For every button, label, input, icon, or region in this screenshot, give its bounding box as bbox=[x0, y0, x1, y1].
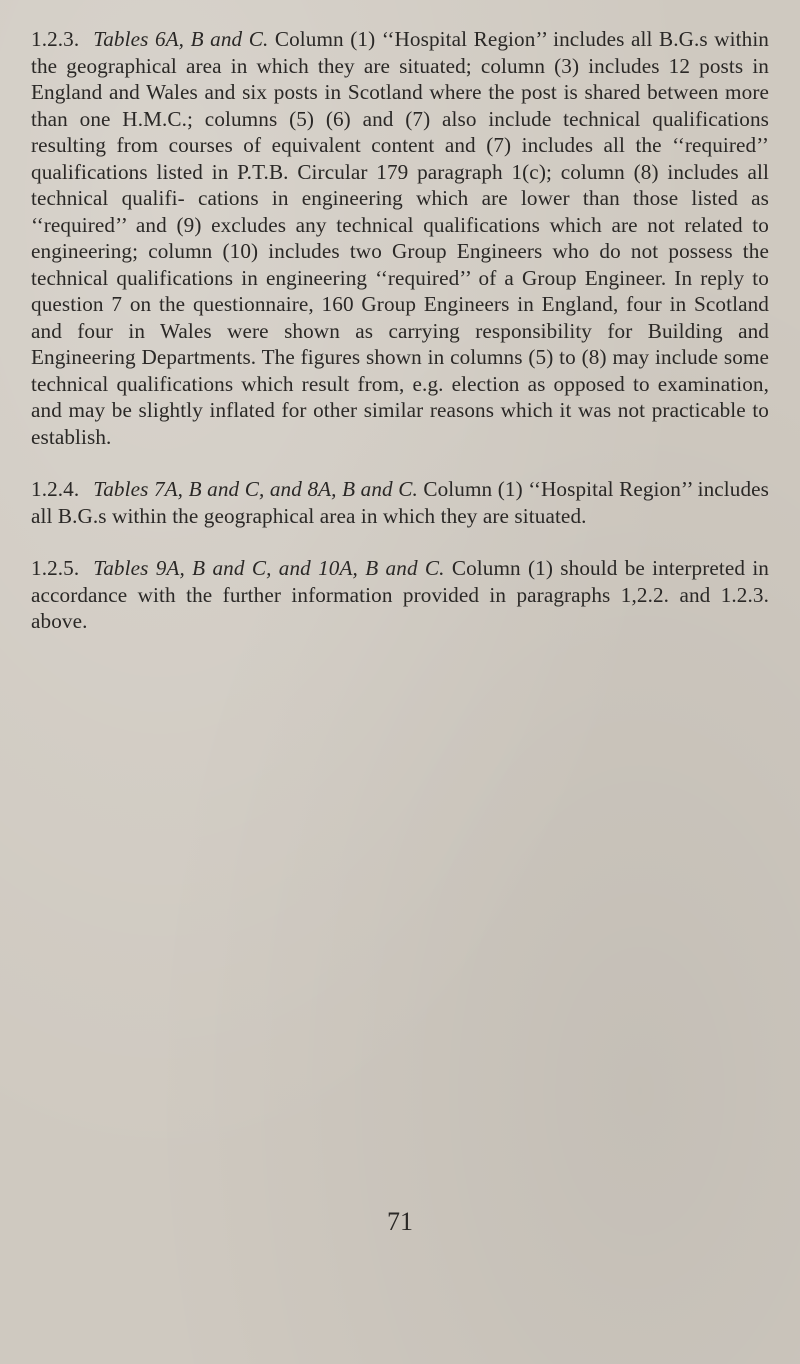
paragraph-heading: Tables 6A, B and C. bbox=[93, 27, 269, 51]
paragraph-number: 1.2.3. bbox=[31, 27, 80, 51]
paragraph-1-2-3 bbox=[31, 26, 769, 450]
paragraph-number: 1.2.4. bbox=[31, 477, 80, 501]
paragraph-1-2-4 bbox=[31, 476, 769, 529]
paragraph-body: Column (1) ‘‘Hospital Region’’ includes all B.G.s within the geographical area in which they are situated. bbox=[31, 477, 769, 528]
paragraph-heading: Tables 9A, B and C, and 10A, B and C. bbox=[93, 556, 445, 580]
paragraph-heading: Tables 7A, B and C, and 8A, B and C. bbox=[93, 477, 418, 501]
paragraph-1-2-5 bbox=[31, 555, 769, 635]
page-number: 71 bbox=[387, 1207, 413, 1236]
paragraph-body: Column (1) should be interpreted in accordance with the further information provided in paragraphs 1,2.2. and 1.2.3. above. bbox=[31, 556, 769, 633]
paragraph-number: 1.2.5. bbox=[31, 556, 80, 580]
paragraph-body: Column (1) ‘‘Hospital Region’’ includes all B.G.s within the geographical area in which they are situated; column (3) includes 12 posts in England and Wales and six posts in Scotland where the post is shared between more than one H.M.C.; columns (5) (6) and (7) also include technical qualifications resulting from courses of equivalent content and (7) includes all the ‘‘required’’ qualifications listed in P.T.B. Circular 179 paragraph 1(c); column (8) includes all technical qualifi- cations in engineering which are lower than those listed as ‘‘required’’ and (9) excludes any technical qualifications which are not related to engineering; column (10) includes two Group Engineers who do not possess the technical qualifications in engineering ‘‘required’’ of a Group Engineer. In reply to question 7 on the questionnaire, 160 Group Engineers in England, four in Scotland and four in Wales were shown as carrying responsibility for Building and Engineering Departments. The figures shown in columns (5) to (8) may include some technical qualifications which result from, e.g. election as opposed to examination, and may be slightly inflated for other similar reasons which it was not practicable to establish. bbox=[31, 27, 770, 449]
